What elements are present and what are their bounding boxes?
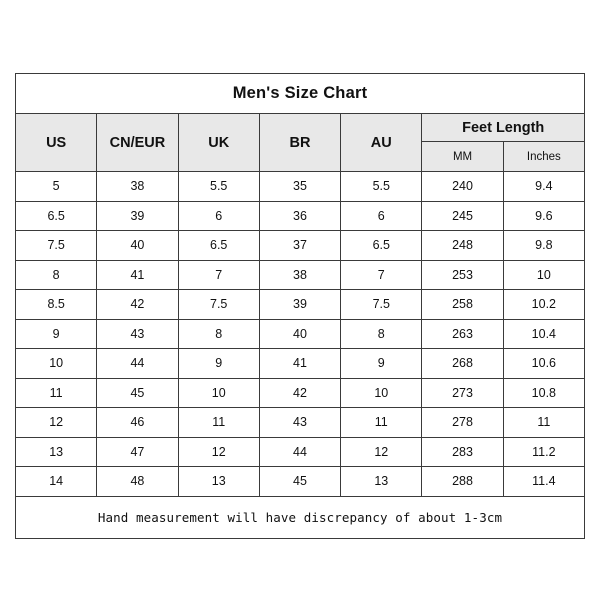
- cell-au: 10: [341, 378, 422, 408]
- table-row: [16, 260, 585, 290]
- table-row: [16, 172, 585, 202]
- cell-au: 7: [341, 260, 422, 290]
- cell-br: 37: [259, 231, 340, 261]
- column-header-feet-length: Feet Length: [422, 114, 585, 142]
- cell-br: 39: [259, 290, 340, 320]
- cell-us: 11: [16, 378, 97, 408]
- cell-au: 7.5: [341, 290, 422, 320]
- cell-mm: 283: [422, 437, 503, 467]
- cell-au: 6.5: [341, 231, 422, 261]
- cell-cn-eur: 45: [97, 378, 178, 408]
- column-header-us: US: [16, 114, 97, 172]
- cell-br: 38: [259, 260, 340, 290]
- cell-uk: 12: [178, 437, 259, 467]
- cell-cn-eur: 39: [97, 201, 178, 231]
- cell-us: 10: [16, 349, 97, 379]
- cell-us: 9: [16, 319, 97, 349]
- table-row: [16, 437, 585, 467]
- cell-cn-eur: 46: [97, 408, 178, 438]
- cell-cn-eur: 38: [97, 172, 178, 202]
- cell-br: 40: [259, 319, 340, 349]
- cell-au: 8: [341, 319, 422, 349]
- table-row: [16, 408, 585, 438]
- cell-br: 41: [259, 349, 340, 379]
- cell-au: 12: [341, 437, 422, 467]
- table-row: [16, 319, 585, 349]
- cell-cn-eur: 47: [97, 437, 178, 467]
- table-row: [16, 467, 585, 497]
- page-title: Men's Size Chart: [16, 74, 585, 114]
- cell-inches: 11: [503, 408, 584, 438]
- table-row: [16, 231, 585, 261]
- cell-inches: 11.2: [503, 437, 584, 467]
- cell-mm: 253: [422, 260, 503, 290]
- cell-uk: 7.5: [178, 290, 259, 320]
- cell-mm: 273: [422, 378, 503, 408]
- column-header-au: AU: [341, 114, 422, 172]
- table-note-row: [16, 496, 585, 538]
- column-header-cn-eur: CN/EUR: [97, 114, 178, 172]
- cell-mm: 263: [422, 319, 503, 349]
- cell-us: 14: [16, 467, 97, 497]
- cell-inches: 9.8: [503, 231, 584, 261]
- cell-us: 8.5: [16, 290, 97, 320]
- cell-uk: 9: [178, 349, 259, 379]
- cell-mm: 268: [422, 349, 503, 379]
- table-row: [16, 349, 585, 379]
- cell-au: 6: [341, 201, 422, 231]
- cell-br: 35: [259, 172, 340, 202]
- cell-cn-eur: 44: [97, 349, 178, 379]
- cell-us: 8: [16, 260, 97, 290]
- cell-uk: 11: [178, 408, 259, 438]
- cell-us: 13: [16, 437, 97, 467]
- cell-inches: 10.8: [503, 378, 584, 408]
- cell-uk: 8: [178, 319, 259, 349]
- cell-au: 11: [341, 408, 422, 438]
- cell-mm: 248: [422, 231, 503, 261]
- cell-us: 6.5: [16, 201, 97, 231]
- cell-cn-eur: 48: [97, 467, 178, 497]
- cell-au: 9: [341, 349, 422, 379]
- column-header-inches: Inches: [503, 142, 584, 172]
- cell-mm: 278: [422, 408, 503, 438]
- column-header-br: BR: [259, 114, 340, 172]
- cell-br: 44: [259, 437, 340, 467]
- cell-cn-eur: 41: [97, 260, 178, 290]
- cell-inches: 10: [503, 260, 584, 290]
- cell-uk: 10: [178, 378, 259, 408]
- size-chart-table: [15, 73, 585, 539]
- cell-au: 13: [341, 467, 422, 497]
- cell-uk: 6.5: [178, 231, 259, 261]
- cell-br: 43: [259, 408, 340, 438]
- cell-mm: 258: [422, 290, 503, 320]
- cell-us: 7.5: [16, 231, 97, 261]
- cell-inches: 10.2: [503, 290, 584, 320]
- cell-inches: 10.6: [503, 349, 584, 379]
- cell-mm: 245: [422, 201, 503, 231]
- table-row: [16, 201, 585, 231]
- column-header-uk: UK: [178, 114, 259, 172]
- column-header-mm: MM: [422, 142, 503, 172]
- cell-cn-eur: 40: [97, 231, 178, 261]
- measurement-note: Hand measurement will have discrepancy of about 1-3cm: [16, 496, 585, 538]
- table-header-row-1: [16, 114, 585, 142]
- cell-us: 5: [16, 172, 97, 202]
- cell-cn-eur: 43: [97, 319, 178, 349]
- cell-inches: 9.6: [503, 201, 584, 231]
- cell-uk: 5.5: [178, 172, 259, 202]
- cell-uk: 13: [178, 467, 259, 497]
- cell-au: 5.5: [341, 172, 422, 202]
- cell-mm: 288: [422, 467, 503, 497]
- size-chart-container: [15, 73, 585, 539]
- cell-cn-eur: 42: [97, 290, 178, 320]
- cell-uk: 7: [178, 260, 259, 290]
- cell-br: 42: [259, 378, 340, 408]
- cell-inches: 11.4: [503, 467, 584, 497]
- cell-br: 45: [259, 467, 340, 497]
- table-row: [16, 378, 585, 408]
- cell-mm: 240: [422, 172, 503, 202]
- table-row: [16, 290, 585, 320]
- cell-inches: 9.4: [503, 172, 584, 202]
- table-title-row: [16, 74, 585, 114]
- cell-br: 36: [259, 201, 340, 231]
- cell-us: 12: [16, 408, 97, 438]
- cell-inches: 10.4: [503, 319, 584, 349]
- cell-uk: 6: [178, 201, 259, 231]
